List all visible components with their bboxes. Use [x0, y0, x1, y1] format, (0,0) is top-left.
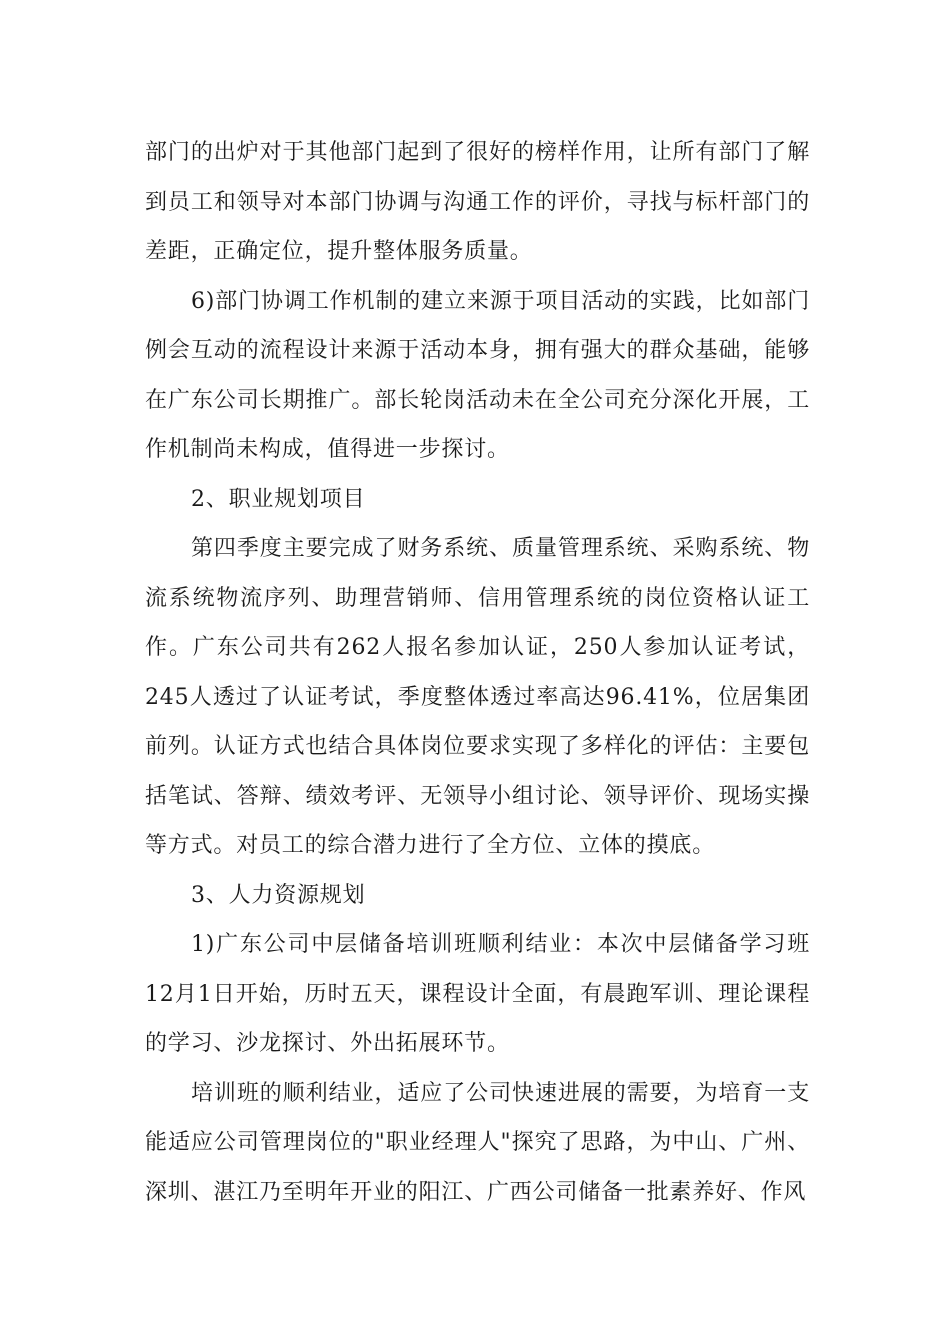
document-body	[145, 128, 810, 1217]
section-heading-hr-planning: 3、人力资源规划	[191, 882, 366, 908]
paragraph-continued: 部门的出炉对于其他部门起到了很好的榜样作用，让所有部门了解到员工和领导对本部门协调与沟通工作的评价，寻找与标杆部门的差距，正确定位，提升整体服务质量。	[145, 140, 810, 264]
paragraph-certification: 第四季度主要完成了财务系统、质量管理系统、采购系统、物流系统物流序列、助理营销师、信用管理系统的岗位资格认证工作。广东公司共有262人报名参加认证，250人参加认证考试，245人透过了认证考试，季度整体透过率高达96.41%，位居集团前列。认证方式也结合具体岗位要求实现了多样化的评估：主要包括笔试、答辩、绩效考评、无领导小组讨论、领导评价、现场实操等方式。对员工的综合潜力进行了全方位、立体的摸底。	[145, 536, 810, 858]
paragraph-training-result: 培训班的顺利结业，适应了公司快速进展的需要，为培育一支能适应公司管理岗位的"职业经理人"探究了思路，为中山、广州、深圳、湛江乃至明年开业的阳江、广西公司储备一批素养好、作风	[145, 1080, 810, 1205]
paragraph-training-class: 1)广东公司中层储备培训班顺利结业：本次中层储备学习班12月1日开始，历时五天，课程设计全面，有晨跑军训、理论课程的学习、沙龙探讨、外出拓展环节。	[145, 932, 810, 1056]
paragraph-item-6: 6)部门协调工作机制的建立来源于项目活动的实践，比如部门例会互动的流程设计来源于活动本身，拥有强大的群众基础，能够在广东公司长期推广。部长轮岗活动未在全公司充分深化开展，工作机制尚未构成，值得进一步探讨。	[145, 288, 810, 462]
section-heading-career-planning: 2、职业规划项目	[191, 486, 366, 512]
